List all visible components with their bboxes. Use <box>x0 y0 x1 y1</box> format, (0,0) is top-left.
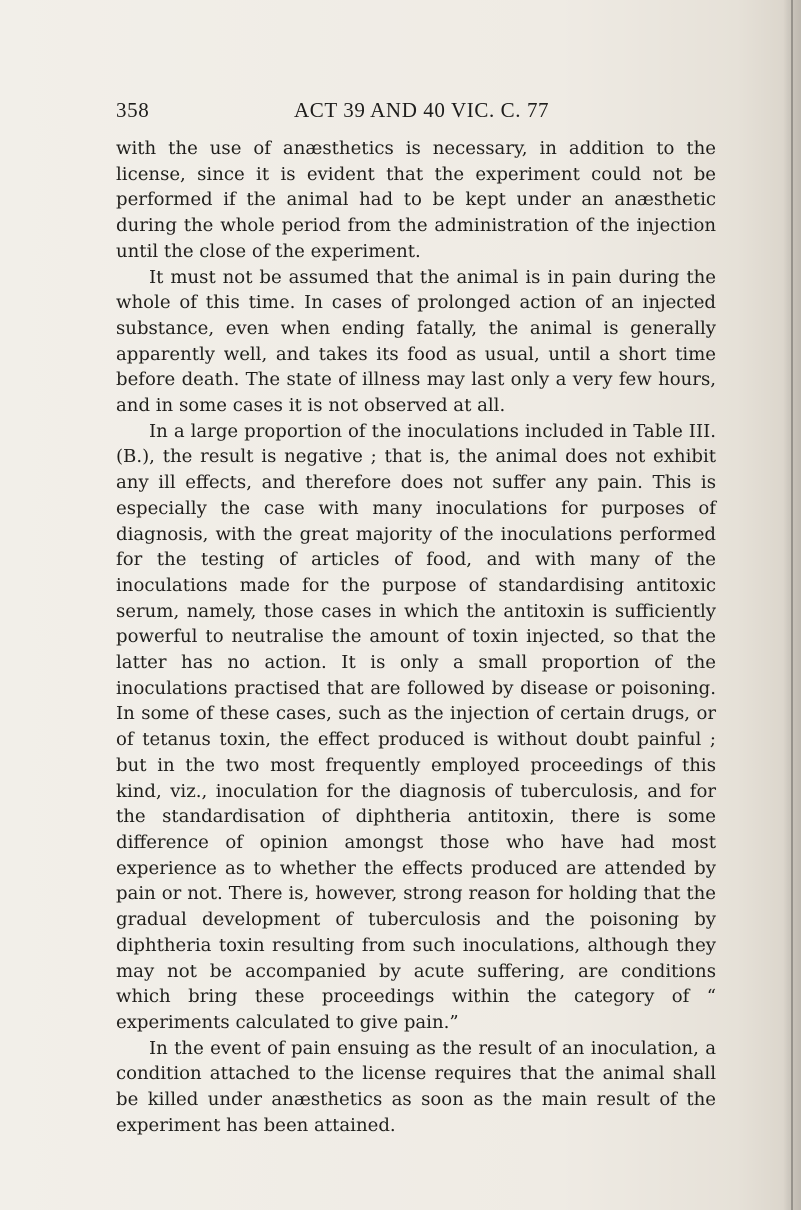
page-header <box>116 98 716 124</box>
paragraph-continued: with the use of anæsthetics is necessary, in addition to the license, since it is evident that the experiment could not be performed if the animal had to be kept under an anæsthetic during the whole period from the administration of the injection until the close of the experiment. <box>116 138 716 262</box>
page-number: 358 <box>116 98 150 122</box>
page-edge-line <box>791 0 793 1210</box>
paragraph: In the event of pain ensuing as the result of an inoculation, a condition attached to the license requires that the animal shall be killed under anæsthetics as soon as the main result of the experiment has been attained. <box>116 1037 716 1136</box>
paragraph: It must not be assumed that the animal is in pain during the whole of this time. In cases of prolonged action of an injected substance, even when ending fatally, the animal is generally apparently well, and takes its food as usual, until a short time before death. The state of illness may last only a very few hours, and in some cases it is not observed at all. <box>116 266 716 417</box>
running-title: ACT 39 AND 40 VIC. C. 77 <box>294 98 550 122</box>
paragraph: In a large proportion of the inoculations included in Table III. (B.), the result is negative ; that is, the animal does not exhibit any ill effects, and therefore does not suffer any pain. This is especially the case with many inoculations for purposes of diagnosis, with the great majority of the inoculations performed for the testing of articles of food, and with many of the inoculations made for the purpose of standardising antitoxic serum, namely, those cases in which the antitoxin is sufficiently powerful to neutralise the amount of toxin injected, so that the latter has no action. It is only a small proportion of the inoculations practised that are followed by disease or poisoning. In some of these cases, such as the injection of certain drugs, or of tetanus toxin, the effect produced is without doubt painful ; but in the two most frequently employed proceedings of this kind, viz., inoculation for the diagnosis of tuberculosis, and for the standardisation of diphtheria antitoxin, there is some difference of opinion amongst those who have had most experience as to whether the effects produced are attended by pain or not. There is, however, strong reason for holding that the gradual development of tuberculosis and the poisoning by diphtheria toxin resulting from such inoculations, although they may not be accompanied by acute suffering, are conditions which bring these proceedings within the category of “ experiments calculated to give pain.” <box>116 420 716 1033</box>
body-text <box>116 136 716 1138</box>
